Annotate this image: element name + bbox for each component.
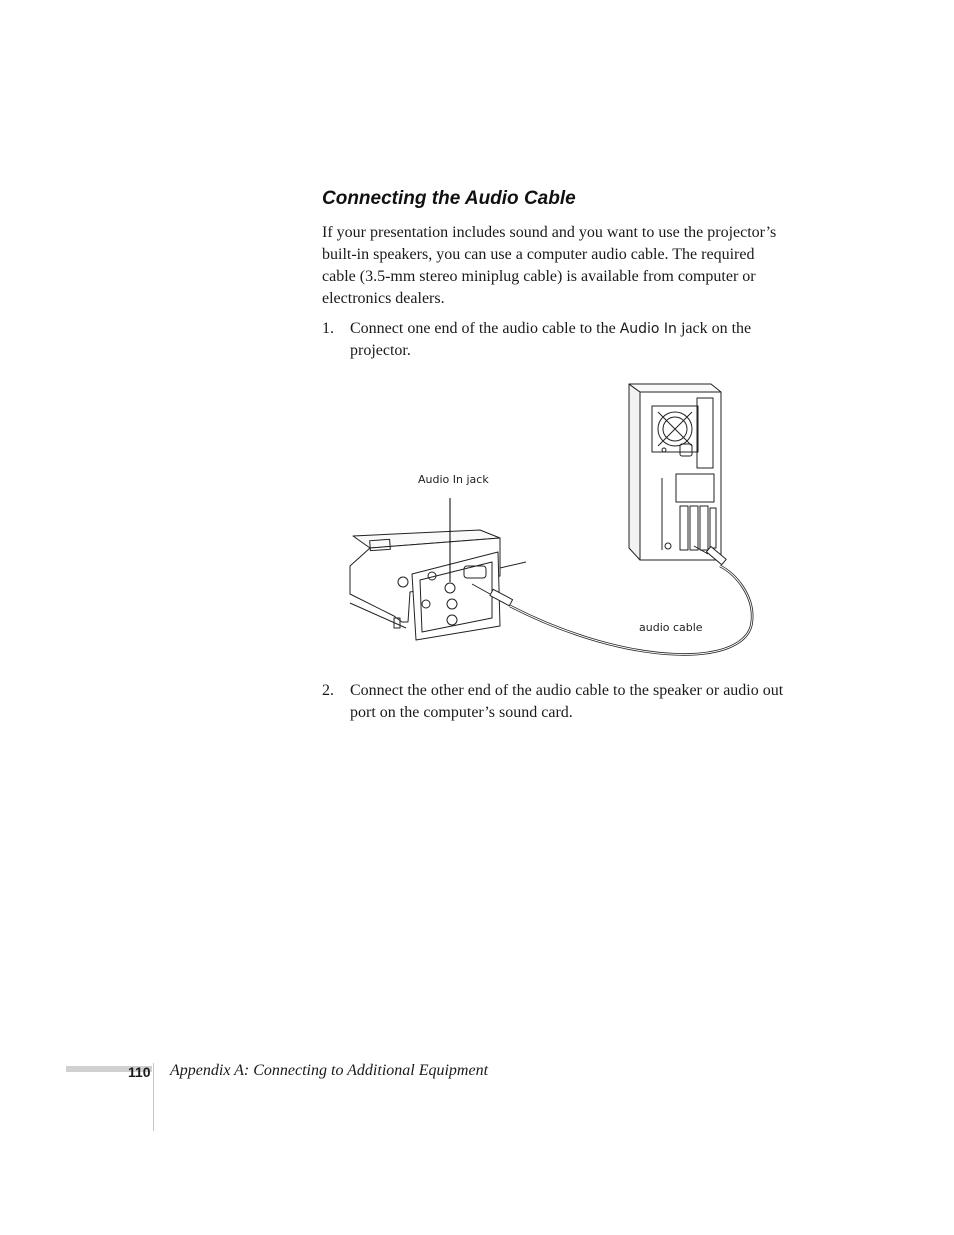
projector-drawing — [350, 530, 526, 640]
step-1-number: 1. — [322, 320, 334, 337]
step-2 — [322, 680, 792, 724]
audio-in-port-label: Audio In — [619, 321, 677, 337]
step-1 — [322, 318, 792, 362]
intro-paragraph: If your presentation includes sound and you want to use the projector’s built-in speakers, you can use a computer audio cable. The required cable (3.5-mm stereo miniplug cable) is available from computer or electronics dealers. — [322, 224, 777, 307]
computer-tower-drawing — [629, 384, 721, 560]
footer-divider — [153, 1063, 154, 1131]
audio-in-jack-callout: Audio In jack — [418, 473, 489, 486]
step-1-text-before: Connect one end of the audio cable to the — [350, 320, 620, 337]
page-number: 110 — [128, 1064, 151, 1080]
step-1-text — [350, 318, 792, 362]
step-2-text: Connect the other end of the audio cable to the speaker or audio out port on the computer’s sound card. — [350, 682, 784, 721]
step-2-number: 2. — [322, 682, 334, 699]
step-1-text-after: jack on the projector. — [350, 320, 752, 359]
audio-cable-drawing — [472, 546, 752, 654]
audio-cable-callout: audio cable — [639, 621, 703, 634]
audio-cable-illustration — [340, 378, 780, 668]
footer-title: Appendix A: Connecting to Additional Equipment — [170, 1062, 489, 1079]
section-heading: Connecting the Audio Cable — [322, 188, 576, 209]
